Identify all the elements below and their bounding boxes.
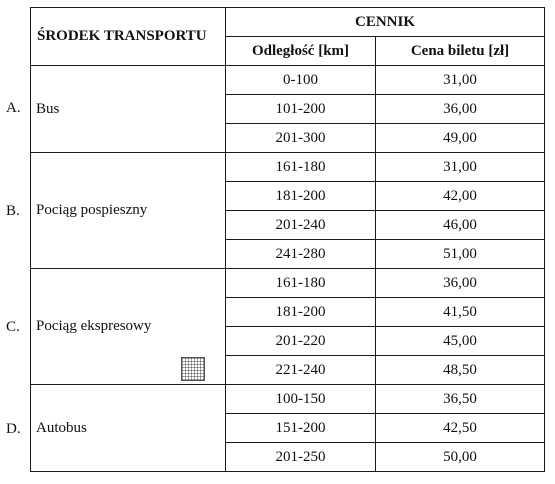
transport-mode-label: Pociąg ekspresowy xyxy=(36,318,152,334)
distance-cell: 0-100 xyxy=(226,66,376,95)
price-cell: 46,00 xyxy=(376,211,545,240)
price-cell: 36,00 xyxy=(376,269,545,298)
distance-cell: 161-180 xyxy=(226,153,376,182)
price-cell: 31,00 xyxy=(376,66,545,95)
distance-cell: 221-240 xyxy=(226,356,376,385)
transport-mode-cell: Autobus xyxy=(31,385,226,472)
price-cell: 51,00 xyxy=(376,240,545,269)
option-letters xyxy=(0,0,31,484)
table-row xyxy=(31,385,545,414)
price-cell: 48,50 xyxy=(376,356,545,385)
price-cell: 42,50 xyxy=(376,414,545,443)
table-row xyxy=(31,153,545,182)
distance-cell: 201-250 xyxy=(226,443,376,472)
price-cell: 45,00 xyxy=(376,327,545,356)
distance-header: Odległość [km] xyxy=(226,37,376,66)
price-cell: 31,00 xyxy=(376,153,545,182)
transport-mode-header: ŚRODEK TRANSPORTU xyxy=(31,8,226,66)
option-letter-c: C. xyxy=(6,319,20,335)
price-cell: 42,00 xyxy=(376,182,545,211)
table-row xyxy=(31,269,545,298)
distance-cell: 101-200 xyxy=(226,95,376,124)
distance-cell: 241-280 xyxy=(226,240,376,269)
price-header: Cena biletu [zł] xyxy=(376,37,545,66)
distance-cell: 181-200 xyxy=(226,182,376,211)
header-row-top xyxy=(31,8,545,37)
price-cell: 41,50 xyxy=(376,298,545,327)
distance-cell: 161-180 xyxy=(226,269,376,298)
option-letter-b: B. xyxy=(6,203,20,219)
price-cell: 36,00 xyxy=(376,95,545,124)
option-letter-d: D. xyxy=(6,421,21,437)
distance-cell: 201-220 xyxy=(226,327,376,356)
distance-cell: 100-150 xyxy=(226,385,376,414)
price-cell: 49,00 xyxy=(376,124,545,153)
distance-cell: 181-200 xyxy=(226,298,376,327)
table-row xyxy=(31,66,545,95)
qr-code-icon xyxy=(181,357,205,381)
price-table xyxy=(30,7,545,472)
transport-mode-cell xyxy=(31,269,226,385)
price-cell: 50,00 xyxy=(376,443,545,472)
transport-mode-cell: Bus xyxy=(31,66,226,153)
price-cell: 36,50 xyxy=(376,385,545,414)
distance-cell: 201-240 xyxy=(226,211,376,240)
option-letter-a: A. xyxy=(6,100,21,116)
transport-mode-cell: Pociąg pospieszny xyxy=(31,153,226,269)
pricelist-header: CENNIK xyxy=(226,8,545,37)
distance-cell: 151-200 xyxy=(226,414,376,443)
distance-cell: 201-300 xyxy=(226,124,376,153)
